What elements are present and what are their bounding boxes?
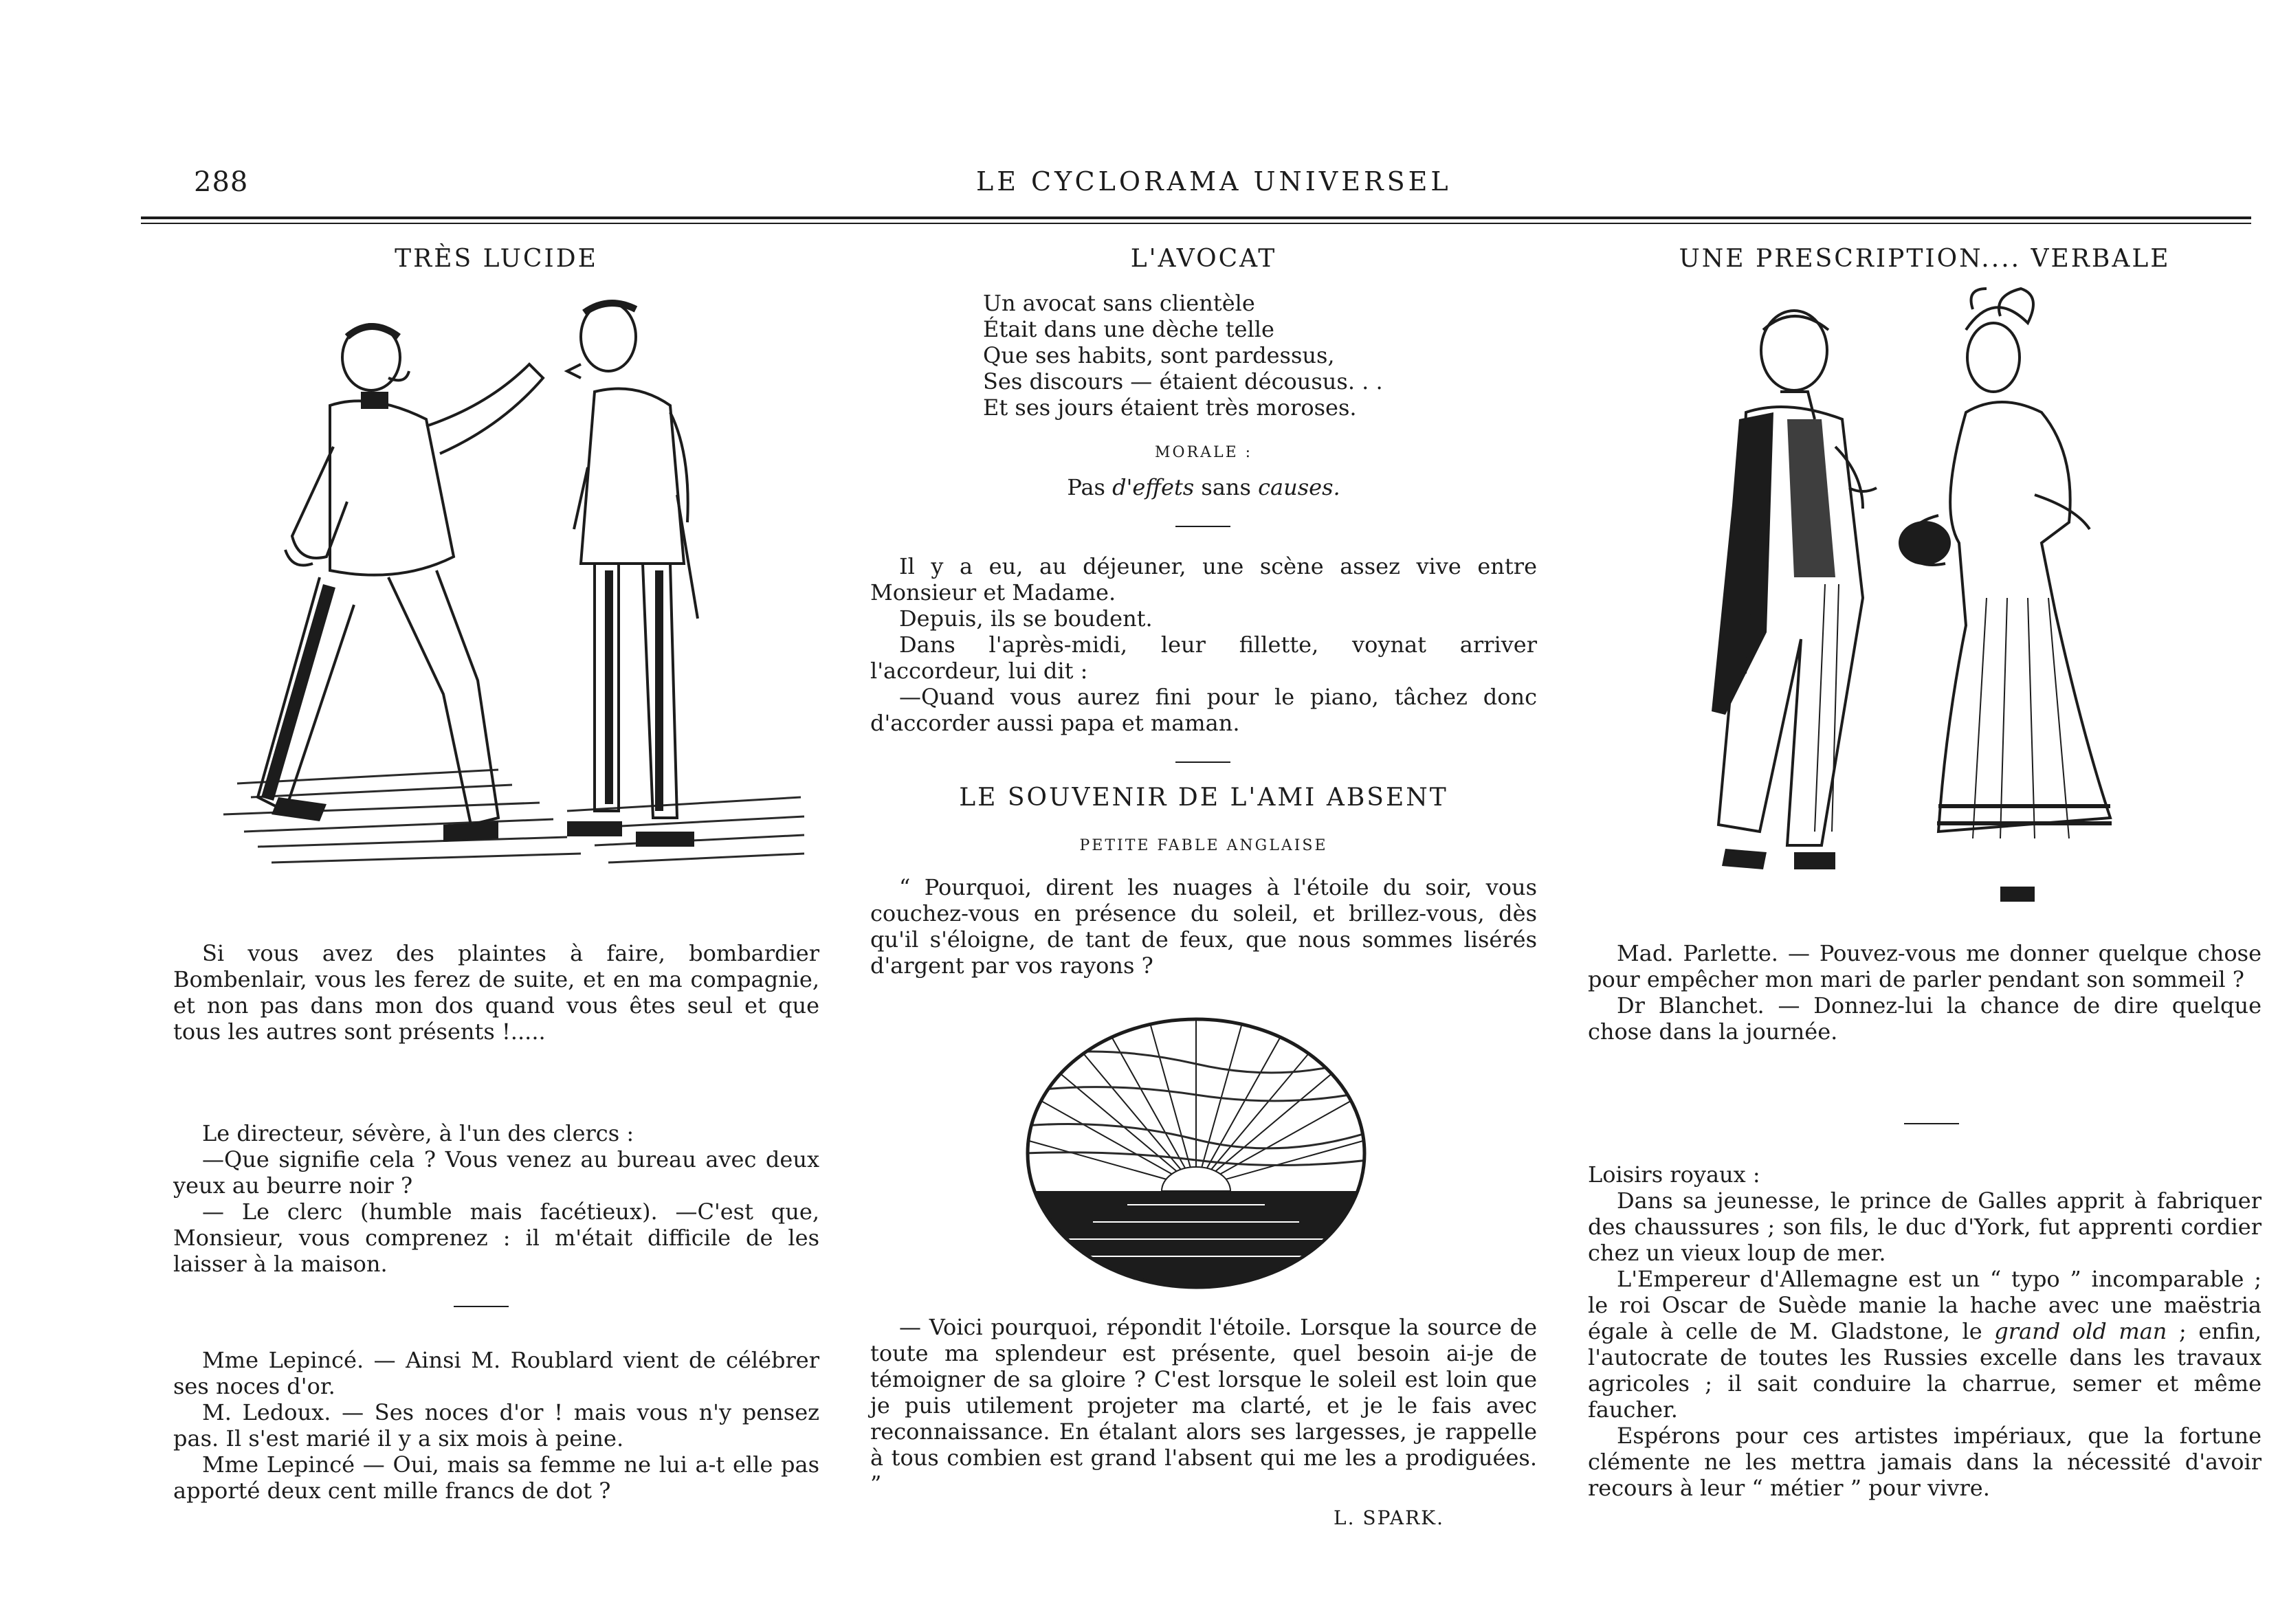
col2-story-line: —Quand vous aurez fini pour le piano, tâchez donc d'accorder aussi papa et maman. <box>870 684 1537 736</box>
col1-story3-line: Mme Lepincé. — Ainsi M. Roublard vient de célébrer ses noces d'or. <box>173 1347 819 1399</box>
poem-line: Était dans une dèche telle <box>983 316 1274 342</box>
header-rule-thin <box>141 223 2251 224</box>
page-number: 288 <box>194 166 249 198</box>
section-divider <box>1175 761 1230 763</box>
loisirs-p2-pre: L'Empereur d'Allemagne est un “ typo ” incomparable ; le roi Oscar de Suède manie la hache avec une maëstria égale à celle de M. Gladstone, le <box>1588 1266 2262 1344</box>
col1-story3-line: M. Ledoux. — Ses noces d'or ! mais vous n'y pensez pas. Il s'est marié il y a six mois à peine. <box>173 1399 819 1451</box>
morale-pre: Pas <box>1067 474 1113 500</box>
soldiers-illustration <box>155 289 815 907</box>
section-divider <box>1904 1123 1959 1124</box>
col1-story2 <box>173 1120 819 1277</box>
morale-mid: sans <box>1194 474 1259 500</box>
loisirs-p2-post: ; enfin, l'autocrate de toutes les Russies excelle dans les travaux agricoles ; il sait conduire la charrue, semer et même faucher. <box>1588 1318 2262 1423</box>
fable-p2-wrap <box>870 1314 1537 1497</box>
running-title: LE CYCLORAMA UNIVERSEL <box>976 166 1452 197</box>
col1-title-wrap <box>173 246 819 272</box>
morale-label: MORALE : <box>1154 444 1253 461</box>
col1-story2-line: Le directeur, sévère, à l'un des clercs : <box>202 1120 634 1146</box>
col3-loisirs <box>1588 1161 2262 1501</box>
header-rule <box>141 216 2251 219</box>
col2-story-line: Il y a eu, au déjeuner, une scène assez vive entre Monsieur et Madame. <box>870 553 1537 605</box>
fable-paragraph-2: — Voici pourquoi, répondit l'étoile. Lorsque la source de toute ma splendeur est présente, quel besoin ai-je de témoigner de sa gloire ? C'est lorsque le soleil est loin que je puis utilement projeter ma clarté, et je le fais avec reconnaissance. En étalant alors ses largesses, je rappelle à tous combien est grand l'absent qui me les a prodiguées. ” <box>870 1314 1537 1497</box>
grand-old-man: grand old man <box>1994 1318 2167 1344</box>
col1-story2-line: — Le clerc (humble mais facétieux). —C'est que, Monsieur, vous comprenez : il m'était difficile de les laisser à la maison. <box>173 1199 819 1277</box>
dialogue-line: Mad. Parlette. — Pouvez-vous me donner quelque chose pour empêcher mon mari de parler pendant son sommeil ? <box>1588 940 2262 992</box>
col1-story2-line: —Que signifie cela ? Vous venez au bureau avec deux yeux au beurre noir ? <box>173 1146 819 1199</box>
loisirs-paragraph-2 <box>1588 1266 2262 1423</box>
col2-title-wrap <box>870 246 1537 272</box>
fable-title-wrap <box>870 785 1537 811</box>
poem-line: Ses discours — étaient décousus. . . <box>983 368 1383 394</box>
loisirs-paragraph-3: Espérons pour ces artistes impériaux, que la fortune clémente ne les mettra jamais dans la nécessité d'avoir recours à leur “ métier ” pour vivre. <box>1588 1423 2262 1501</box>
col2-story-line: Depuis, ils se boudent. <box>899 605 1153 632</box>
col3-dialogue <box>1588 940 2262 1045</box>
col2-story <box>870 553 1537 736</box>
morale-text <box>870 474 1537 500</box>
fable-paragraph-1: “ Pourquoi, dirent les nuages à l'étoile du soir, vous couchez-vous en présence du soleil, et brillez-vous, dès qu'il s'éloigne, de tant de feux, que nous sommes lisérés d'argent par vos rayons ? <box>870 874 1537 979</box>
couple-illustration <box>1677 289 2158 921</box>
signature: L. SPARK. <box>1334 1506 1444 1529</box>
col2-title: L'AVOCAT <box>1130 245 1277 273</box>
col1-story3 <box>173 1347 819 1504</box>
morale-causes: causes. <box>1258 474 1340 500</box>
col3-title: UNE PRESCRIPTION.... VERBALE <box>1679 245 2171 273</box>
dialogue-line: Dr Blanchet. — Donnez-lui la chance de dire quelque chose dans la journée. <box>1588 992 2262 1045</box>
col1-title: TRÈS LUCIDE <box>395 245 598 273</box>
section-divider <box>454 1306 509 1307</box>
fable-p1-wrap <box>870 874 1537 979</box>
fable-subtitle-wrap <box>870 833 1537 859</box>
col1-story3-line: Mme Lepincé — Oui, mais sa femme ne lui a-t elle pas apporté deux cent mille francs de dot ? <box>173 1451 819 1504</box>
section-divider <box>1175 526 1230 527</box>
col1-caption-wrap <box>173 940 819 1045</box>
poem-line: Que ses habits, sont pardessus, <box>983 342 1335 368</box>
col1-caption: Si vous avez des plaintes à faire, bombardier Bombenlair, vous les ferez de suite, et en ma compagnie, et non pas dans mon dos quand vous êtes seul et que tous les autres sont présents !..... <box>173 940 819 1045</box>
poem <box>983 290 1383 421</box>
fable-subtitle: PETITE FABLE ANGLAISE <box>1079 837 1328 854</box>
morale-label-wrap <box>870 440 1537 466</box>
poem-line: Un avocat sans clientèle <box>983 290 1255 316</box>
morale-effets: d'effets <box>1112 474 1195 500</box>
sunset-engraving <box>1024 1016 1368 1291</box>
col3-title-wrap <box>1588 246 2262 272</box>
loisirs-heading: Loisirs royaux : <box>1588 1161 1760 1188</box>
col2-story-line: Dans l'après-midi, leur fillette, voynat arriver l'accordeur, lui dit : <box>870 632 1537 684</box>
fable-title: LE SOUVENIR DE L'AMI ABSENT <box>959 783 1448 812</box>
poem-line: Et ses jours étaient très moroses. <box>983 394 1357 421</box>
loisirs-paragraph-1: Dans sa jeunesse, le prince de Galles apprit à fabriquer des chaussures ; son fils, le duc d'York, fut apprenti cordier chez un vieux loup de mer. <box>1588 1188 2262 1266</box>
